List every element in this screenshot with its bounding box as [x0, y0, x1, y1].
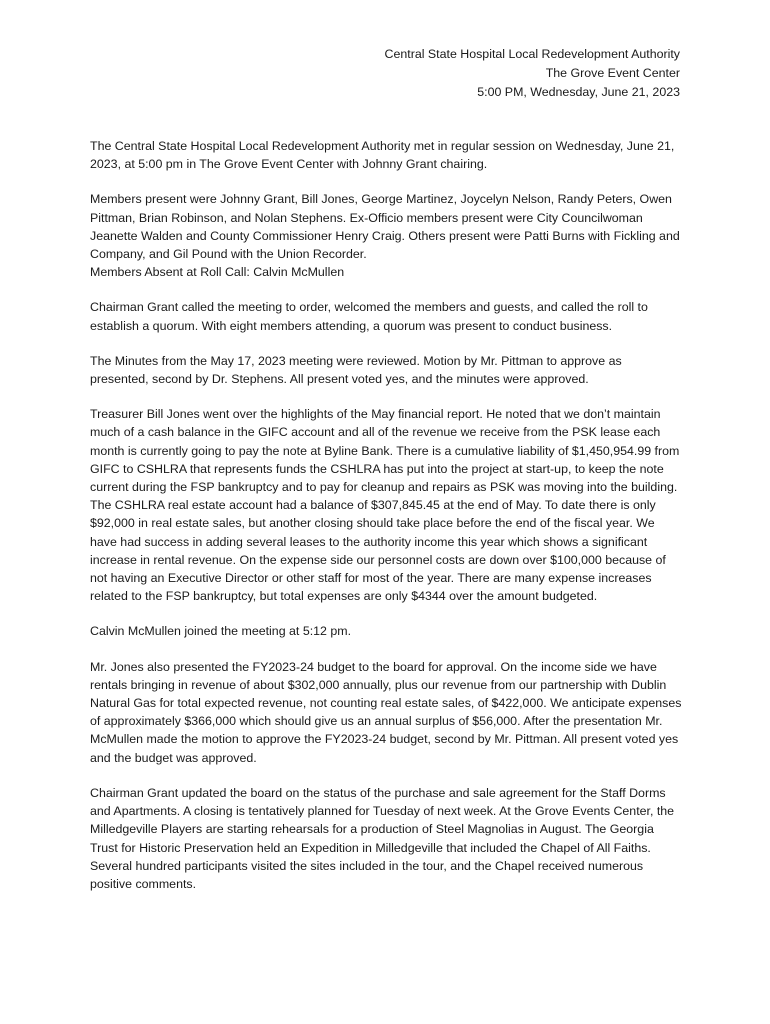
paragraph-chairman-update: Chairman Grant updated the board on the status of the purchase and sale agreement for the Staff Dorms and Apartments. A closing is tentatively planned for Tuesday of next week. At the Grove Events Center, the Milledgeville Players are starting rehearsals for a production of Steel Magnolias in August. The Georgia Trust for Historic Preservation held an Expedition in Milledgeville that included the Chapel of All Faiths. Several hundred participants visited the sites included in the tour, and the Chapel received numerous positive comments. [90, 785, 675, 891]
header-organization: Central State Hospital Local Redevelopment Authority [384, 47, 680, 61]
paragraph-members-present: Members present were Johnny Grant, Bill Jones, George Martinez, Joycelyn Nelson, Randy Peters, Owen Pittman, Brian Robinson, and Nolan Stephens. Ex-Officio members present were City Councilwoman Jeanette Walden and County Commissioner Henry Craig. Others present were Patti Burns with Fickling and Company, and Gil Pound with the Union Recorder. [90, 192, 680, 262]
document-header [385, 45, 680, 102]
header-datetime: 5:00 PM, Wednesday, June 21, 2023 [477, 85, 680, 99]
paragraph-intro: The Central State Hospital Local Redevelopment Authority met in regular session on Wednesday, June 21, 2023, at 5:00 pm in The Grove Event Center with Johnny Grant chairing. [90, 139, 675, 172]
paragraph-mcmullen-joined: Calvin McMullen joined the meeting at 5:12 pm. [90, 624, 352, 639]
header-venue: The Grove Event Center [545, 66, 680, 80]
paragraph-members-absent: Members Absent at Roll Call: Calvin McMullen [90, 265, 345, 280]
paragraph-call-to-order: Chairman Grant called the meeting to order, welcomed the members and guests, and called the roll to establish a quorum. With eight members attending, a quorum was present to conduct business. [90, 300, 648, 333]
paragraph-budget: Mr. Jones also presented the FY2023-24 budget to the board for approval. On the income side we have rentals bringing in revenue of about $302,000 annually, plus our revenue from our partnership with Dublin Natural Gas for total expected revenue, not counting real estate sales, of $422,000. We anticipate expenses of approximately $366,000 which should give us an annual surplus of $56,000. After the presentation Mr. McMullen made the motion to approve the FY2023-24 budget, second by Mr. Pittman. All present voted yes and the budget was approved. [90, 659, 682, 765]
paragraph-minutes-approval: The Minutes from the May 17, 2023 meeting were reviewed. Motion by Mr. Pittman to approve as presented, second by Dr. Stephens. All present voted yes, and the minutes were approved. [90, 353, 622, 387]
paragraph-treasurer-report: Treasurer Bill Jones went over the highlights of the May financial report. He noted that we don’t maintain much of a cash balance in the GIFC account and all of the revenue we receive from the PSK lease each month is currently going to pay the note at Byline Bank. There is a cumulative liability of $1,450,954.99 from GIFC to CSHLRA that represents funds the CSHLRA has put into the project at start-up, to keep the note current during the FSP bankruptcy and to pay for cleanup and repairs as PSK was moving into the building. The CSHLRA real estate account had a balance of $307,845.45 at the end of May. To date there is only $92,000 in real estate sales, but another closing should take place before the end of the fiscal year. We have had success in adding several leases to the authority income this year which shows a significant increase in rental revenue. On the expense side our personnel costs are down over $100,000 because of not having an Executive Director or other staff for most of the year. There are many expense increases related to the FSP bankruptcy, but total expenses are only $4344 over the amount budgeted. [90, 407, 680, 604]
minutes-body [90, 137, 682, 910]
